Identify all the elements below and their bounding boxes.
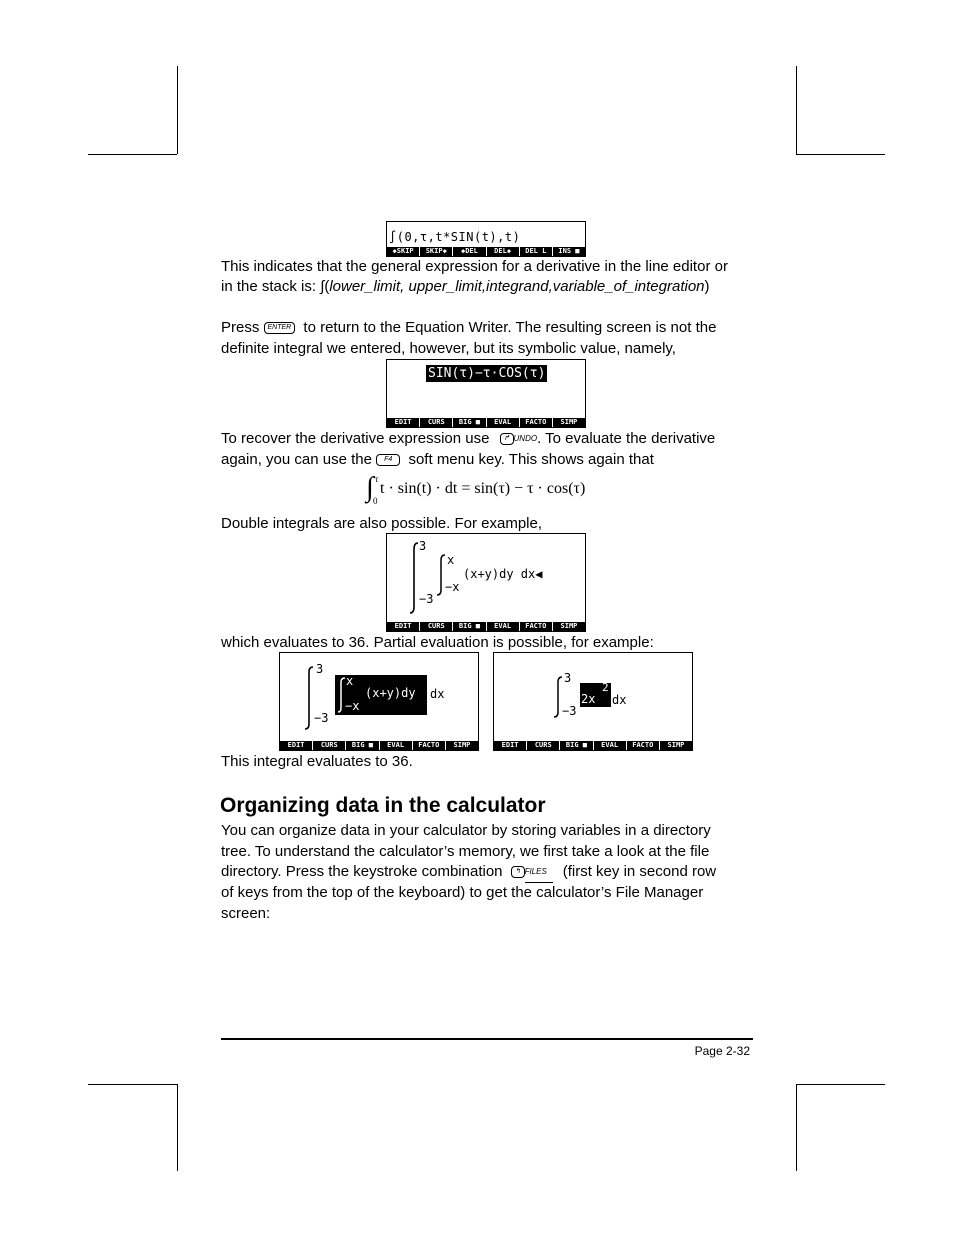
upper-limit: τ bbox=[375, 474, 379, 484]
text: in the stack is: ∫( bbox=[221, 278, 330, 295]
soft-key: ◆DEL bbox=[453, 247, 485, 256]
soft-key: CURS bbox=[420, 622, 452, 631]
soft-key: FACTO bbox=[413, 741, 445, 750]
soft-key: EDIT bbox=[387, 418, 419, 427]
paragraph-line bbox=[221, 861, 716, 883]
crop-mark bbox=[177, 1084, 178, 1171]
text: again, you can use the bbox=[221, 451, 372, 468]
paragraph-line bbox=[221, 317, 716, 338]
paragraph-line: screen: bbox=[221, 905, 271, 922]
section-heading: Organizing data in the calculator bbox=[220, 794, 546, 817]
soft-key: EDIT bbox=[280, 741, 312, 750]
lower-limit: 0 bbox=[373, 496, 378, 506]
crop-mark bbox=[796, 1084, 797, 1171]
soft-key: EVAL bbox=[487, 622, 519, 631]
soft-key: ◆SKIP bbox=[387, 247, 419, 256]
outer-upper-limit: 3 bbox=[419, 539, 427, 553]
soft-menu bbox=[494, 741, 692, 750]
files-label: FILES bbox=[525, 861, 553, 883]
screen-expression: SIN(τ)−τ·COS(τ) bbox=[428, 366, 546, 381]
paragraph-line: of keys from the top of the keyboard) to get the calculator’s File Manager bbox=[221, 884, 704, 901]
soft-key: SIMP bbox=[446, 741, 478, 750]
f4-key-icon: F4 bbox=[376, 454, 400, 466]
paragraph-line: This indicates that the general expression for a derivative in the line editor or bbox=[221, 258, 728, 275]
differential: dx bbox=[612, 693, 627, 707]
page-number: Page 2-32 bbox=[694, 1044, 750, 1058]
lower-limit: −3 bbox=[562, 704, 577, 718]
calculator-screen-partial-result bbox=[493, 652, 693, 751]
integral-sign-icon: ∫ bbox=[366, 472, 374, 503]
soft-key: EVAL bbox=[594, 741, 626, 750]
soft-key: DEL L bbox=[520, 247, 552, 256]
text: soft menu key. This shows again that bbox=[408, 451, 654, 468]
undo-label: UNDO bbox=[513, 434, 538, 443]
upper-limit: 3 bbox=[564, 671, 572, 685]
soft-key: SIMP bbox=[553, 622, 585, 631]
text: Press bbox=[221, 319, 260, 336]
calculator-screen-double-integral bbox=[386, 533, 586, 632]
soft-key: EDIT bbox=[494, 741, 526, 750]
crop-mark bbox=[88, 1084, 177, 1085]
crop-mark bbox=[796, 154, 885, 155]
soft-key: BIG ■ bbox=[453, 418, 485, 427]
inner-upper-limit: x bbox=[447, 553, 455, 567]
paragraph-line: You can organize data in your calculator by storing variables in a directory bbox=[221, 822, 711, 839]
outer-upper-limit: 3 bbox=[316, 662, 324, 676]
integrand: 2x bbox=[581, 692, 596, 706]
paragraph-line bbox=[221, 276, 710, 297]
paragraph-line: which evaluates to 36. Partial evaluation is possible, for example: bbox=[221, 634, 654, 651]
screen-expression: ∫(0,τ,t*SIN(t),t) bbox=[389, 230, 521, 244]
soft-key: FACTO bbox=[520, 418, 552, 427]
inner-lower-limit: −x bbox=[445, 580, 460, 594]
soft-key: CURS bbox=[527, 741, 559, 750]
paragraph-line bbox=[221, 428, 715, 449]
soft-key: CURS bbox=[313, 741, 345, 750]
integrand: (x+y)dy dx◀ bbox=[463, 567, 543, 581]
crop-mark bbox=[88, 154, 177, 155]
selected-inner-integral bbox=[335, 675, 427, 715]
soft-key: BIG ■ bbox=[560, 741, 592, 750]
soft-key: FACTO bbox=[627, 741, 659, 750]
paragraph-line: This integral evaluates to 36. bbox=[221, 753, 413, 770]
soft-key: EDIT bbox=[387, 622, 419, 631]
outer-differential: dx bbox=[430, 687, 445, 701]
calculator-screen-equation-writer bbox=[386, 359, 586, 428]
crop-mark bbox=[796, 66, 797, 154]
calculator-screen-line-editor bbox=[386, 221, 586, 257]
paragraph-line bbox=[221, 449, 654, 470]
soft-menu bbox=[280, 741, 478, 750]
soft-key: DEL◆ bbox=[487, 247, 519, 256]
outer-lower-limit: −3 bbox=[314, 711, 329, 725]
soft-key: BIG ■ bbox=[346, 741, 378, 750]
right-shift-key-icon: ↱ bbox=[500, 433, 514, 445]
soft-menu bbox=[387, 418, 585, 427]
soft-menu bbox=[387, 622, 585, 631]
crop-mark bbox=[796, 1084, 885, 1085]
enter-key-icon: ENTER bbox=[264, 322, 296, 334]
calculator-screen-partial-selection bbox=[279, 652, 479, 751]
soft-key: CURS bbox=[420, 418, 452, 427]
soft-key: SIMP bbox=[553, 418, 585, 427]
soft-key: BIG ■ bbox=[453, 622, 485, 631]
soft-key: INS ■ bbox=[553, 247, 585, 256]
soft-key: SIMP bbox=[660, 741, 692, 750]
inner-upper-limit: x bbox=[346, 674, 354, 688]
footer-rule bbox=[221, 1038, 753, 1040]
soft-key: EVAL bbox=[380, 741, 412, 750]
paragraph-line: Double integrals are also possible. For example, bbox=[221, 515, 542, 532]
text: ) bbox=[704, 278, 710, 295]
soft-key: SKIP◆ bbox=[420, 247, 452, 256]
text: (first key in second row bbox=[562, 863, 717, 880]
equation-body: t · sin(t) · dt = sin(τ) − τ · cos(τ) bbox=[380, 480, 586, 497]
outer-lower-limit: −3 bbox=[419, 592, 434, 606]
text: To recover the derivative expression use bbox=[221, 430, 490, 447]
soft-key: EVAL bbox=[487, 418, 519, 427]
integrand: (x+y)dy bbox=[365, 686, 416, 700]
selected-integrand bbox=[580, 683, 611, 707]
soft-key: FACTO bbox=[520, 622, 552, 631]
exponent: 2 bbox=[602, 681, 609, 694]
text: directory. Press the keystroke combination bbox=[221, 863, 503, 880]
syntax-italic: lower_limit, upper_limit,integrand,variable_of_integration bbox=[329, 278, 705, 295]
integral-equation bbox=[366, 474, 626, 508]
inner-lower-limit: −x bbox=[345, 699, 360, 713]
paragraph-line: tree. To understand the calculator’s memory, we first take a look at the file bbox=[221, 843, 710, 860]
left-shift-key-icon: ↰ bbox=[511, 866, 525, 878]
soft-menu bbox=[387, 247, 585, 256]
text: to return to the Equation Writer. The resulting screen is not the bbox=[303, 319, 717, 336]
text: . To evaluate the derivative bbox=[537, 430, 716, 447]
paragraph-line: definite integral we entered, however, but its symbolic value, namely, bbox=[221, 340, 676, 357]
crop-mark bbox=[177, 66, 178, 154]
